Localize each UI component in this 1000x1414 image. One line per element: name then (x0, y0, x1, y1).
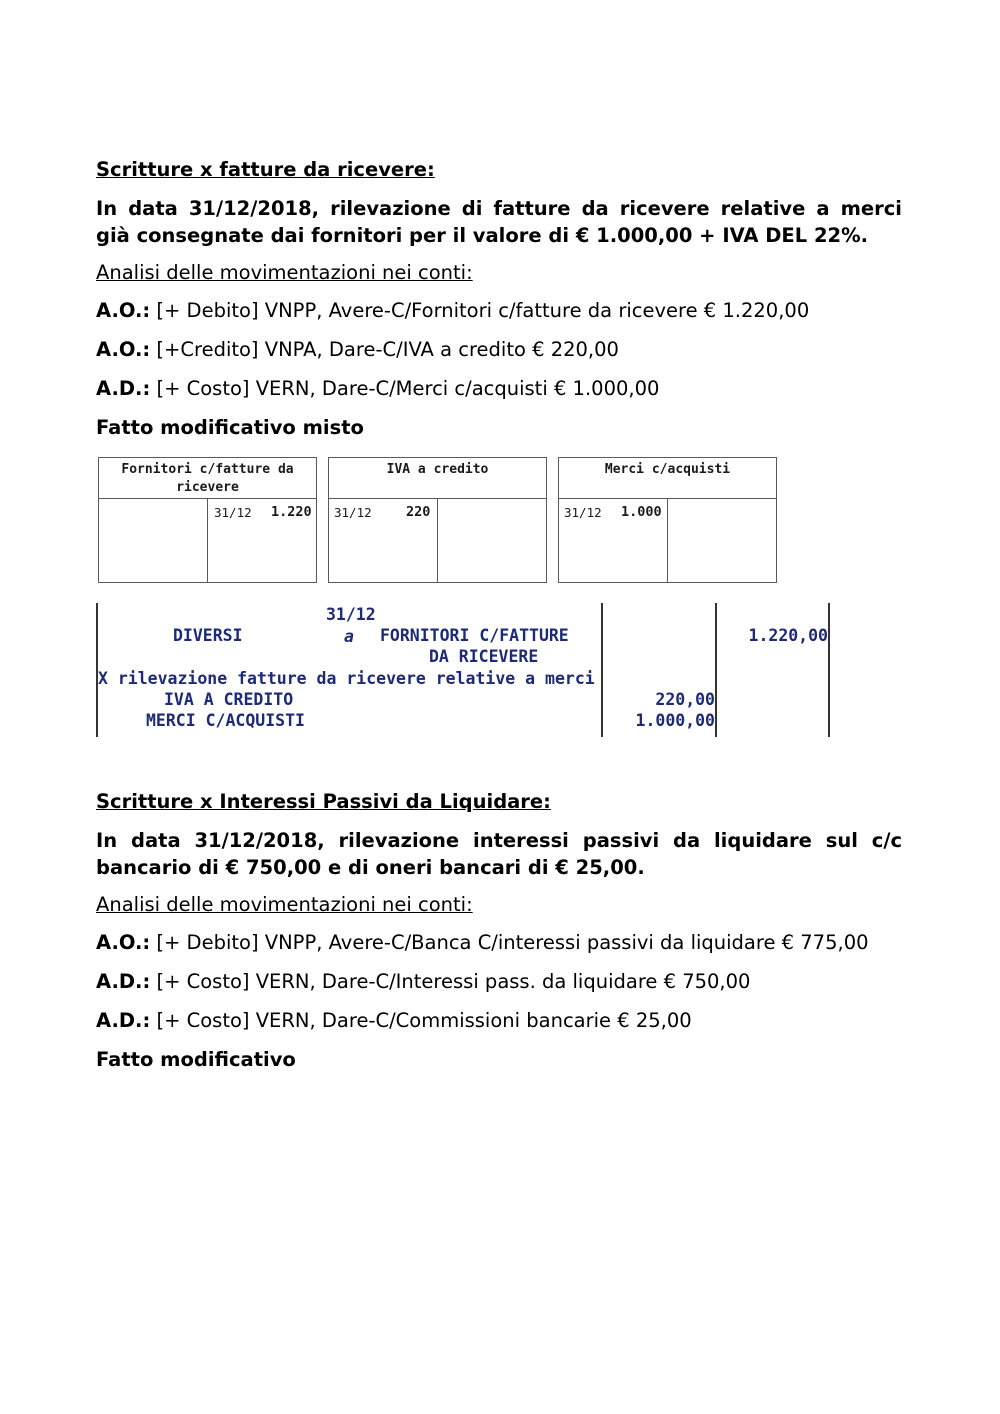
t-account-title-line: IVA a credito (386, 462, 489, 477)
entry-row (96, 377, 659, 400)
fact-type-label: Fatto modificativo misto (96, 416, 364, 439)
journal-line-account: MERCI C/ACQUISTI (146, 711, 305, 730)
journal-line-account: IVA A CREDITO (164, 690, 294, 709)
journal-line-amount: 1.000,00 (635, 711, 715, 730)
entry-code: A.D.: (96, 1009, 151, 1032)
entry-text: [+ Debito] VNPP, Avere-C/Banca C/interessi passivi da liquidare € 775,00 (150, 931, 869, 954)
t-account-title (559, 458, 776, 499)
entry-code: A.O.: (96, 931, 151, 954)
intro-line-1: In data 31/12/2018, rilevazione interessi passivi da liquidare sul c/c (96, 829, 902, 852)
analysis-label: Analisi delle movimentazioni nei conti: (96, 893, 473, 916)
fact-type-label: Fatto modificativo (96, 1048, 296, 1071)
t-account-date: 31/12 (214, 505, 252, 520)
t-account-value: 1.000 (621, 504, 662, 520)
journal-line-amount: 220,00 (655, 690, 715, 709)
entry-row (96, 931, 869, 954)
t-account-date: 31/12 (334, 505, 372, 520)
intro-line-1: In data 31/12/2018, rilevazione di fatture da ricevere relative a merci (96, 197, 902, 220)
t-account-title-line: Fornitori c/fatture da (121, 462, 294, 477)
journal-date: 31/12 (326, 605, 376, 624)
t-account-fornitori (98, 457, 317, 583)
section-intro-fatture (96, 195, 902, 249)
entry-code: A.O.: (96, 299, 151, 322)
entry-row (96, 1009, 692, 1032)
entry-text: [+Credito] VNPA, Dare-C/IVA a credito € 220,00 (150, 338, 619, 361)
entry-code: A.O.: (96, 338, 151, 361)
t-account-date: 31/12 (564, 505, 602, 520)
journal-description: X rilevazione fatture da ricevere relative a merci (98, 669, 595, 688)
journal-column-line (601, 603, 603, 737)
entry-text: [+ Costo] VERN, Dare-C/Commissioni bancarie € 25,00 (150, 1009, 692, 1032)
entry-code: A.D.: (96, 377, 151, 400)
journal-credit-account-line2: DA RICEVERE (429, 647, 539, 666)
entry-text: [+ Costo] VERN, Dare-C/Merci c/acquisti € 1.000,00 (150, 377, 660, 400)
entry-text: [+ Debito] VNPP, Avere-C/Fornitori c/fatture da ricevere € 1.220,00 (150, 299, 810, 322)
t-account-divider (667, 499, 668, 582)
entry-row (96, 338, 619, 361)
journal-credit-account: FORNITORI C/FATTURE (380, 626, 569, 645)
t-account-merci (558, 457, 777, 583)
journal-column-line (828, 603, 830, 737)
t-account-divider (437, 499, 438, 582)
entry-text: [+ Costo] VERN, Dare-C/Interessi pass. da liquidare € 750,00 (150, 970, 751, 993)
t-account-divider (207, 499, 208, 582)
journal-connector: a (344, 627, 354, 646)
journal-column-line (715, 603, 717, 737)
t-account-title (99, 458, 316, 499)
journal-credit-amount: 1.220,00 (748, 626, 828, 645)
intro-line-2: bancario di € 750,00 e di oneri bancari di € 25,00. (96, 856, 645, 879)
t-account-title-line: ricevere (176, 480, 239, 495)
entry-row (96, 299, 809, 322)
intro-line-2: già consegnate dai fornitori per il valore di € 1.000,00 + IVA DEL 22%. (96, 224, 869, 247)
section-intro-interessi (96, 827, 902, 881)
t-account-title-line: Merci c/acquisti (604, 462, 731, 477)
t-account-iva (328, 457, 547, 583)
t-account-title (329, 458, 546, 499)
entry-code: A.D.: (96, 970, 151, 993)
journal-debit-account: DIVERSI (173, 626, 243, 645)
analysis-label: Analisi delle movimentazioni nei conti: (96, 261, 473, 284)
journal-entry (96, 603, 832, 737)
t-account-value: 1.220 (271, 504, 312, 520)
section-heading-interessi: Scritture x Interessi Passivi da Liquidare: (96, 790, 551, 813)
t-account-value: 220 (406, 504, 431, 520)
section-heading-fatture: Scritture x fatture da ricevere: (96, 158, 435, 181)
entry-row (96, 970, 750, 993)
